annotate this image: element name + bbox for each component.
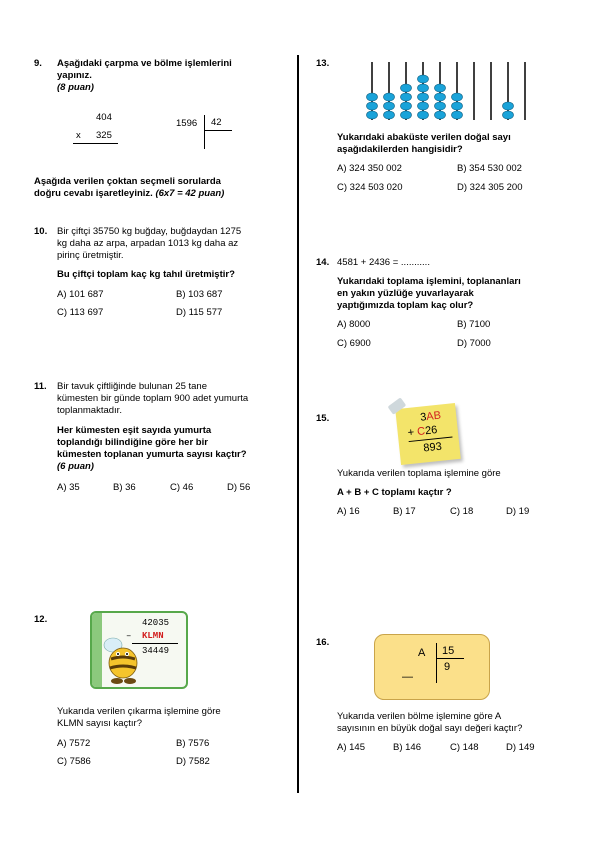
note-result: 893 [422,440,443,455]
abacus-bead [401,84,412,92]
question-text-line: kümesten bir günde toplam 900 adet yumurta [57,393,249,404]
option-a[interactable]: A) 35 [57,482,80,493]
abacus-bead [384,102,395,110]
option-b[interactable]: B) 36 [113,482,136,493]
option-b[interactable]: B) 17 [393,506,416,517]
abacus-bead [384,93,395,101]
abacus-bead [418,102,429,110]
question-prompt-line: aşağıdakilerden hangisidir? [337,144,463,155]
option-d[interactable]: D) 324 305 200 [457,182,523,193]
question-text-line: Bir çiftçi 35750 kg buğday, buğdaydan 1275 [57,226,242,237]
division-horizontal-line [436,658,464,659]
question-text-line: Yukarıda verilen bölme işlemine göre A [337,711,502,722]
option-c[interactable]: C) 18 [450,506,474,517]
addition-expression: 4581 + 2436 = ........... [337,257,430,268]
abacus-bead [384,111,395,119]
option-c[interactable]: C) 148 [450,742,479,753]
abacus-bead [367,111,378,119]
note-line-2 [407,424,438,439]
abacus-bead [401,111,412,119]
instruction-text: doğru cevabı işaretleyiniz. [34,188,153,199]
abacus-bead [418,75,429,83]
abacus-bead [435,93,446,101]
abacus-illustration [362,62,534,124]
question-text-line: Aşağıdaki çarpma ve bölme işlemlerini [57,58,232,69]
question-prompt-line: toplandığı bilindiğine göre her bir [57,437,208,448]
option-a[interactable]: A) 145 [337,742,365,753]
question-prompt-line: yaptığımızda toplam kaç olur? [337,300,474,311]
division-horizontal-line [204,130,232,131]
division-dividend: 1596 [176,118,198,129]
column-divider [297,55,299,793]
note-digit: 3 [419,411,427,424]
abacus-bead [401,93,412,101]
illustration-top-number: 42035 [142,618,170,628]
option-c[interactable]: C) 7586 [57,756,91,767]
option-a[interactable]: A) 101 687 [57,289,104,300]
option-c[interactable]: C) 6900 [337,338,371,349]
question-text-line: sayısının en büyük doğal sayı değeri kaçtır? [337,723,523,734]
abacus-bead [435,111,446,119]
abacus-bead [452,93,463,101]
option-b[interactable]: B) 103 687 [176,289,223,300]
division-divisor: 42 [211,117,222,128]
question-prompt-line: Yukarıdaki toplama işlemini, toplananları [337,276,521,287]
option-a[interactable]: A) 7572 [57,738,91,749]
division-dividend: A [418,647,426,659]
subtraction-illustration [90,611,188,689]
question-prompt-line: kümesten toplanan yumurta sayısı kaçtır? [57,449,247,460]
question-text-line: Yukarıda verilen toplama işlemine göre [337,468,501,479]
option-c[interactable]: C) 113 697 [57,307,104,318]
abacus-bead [503,102,514,110]
illustration-minus-sign: – [126,631,132,641]
abacus-bead [401,102,412,110]
abacus-bead [435,102,446,110]
multiplication-bottom: 325 [96,130,112,141]
question-text-line: Yukarıda verilen çıkarma işlemine göre [57,706,221,717]
question-text-line: yapınız. [57,70,92,81]
pin-icon [388,397,407,414]
option-a[interactable]: A) 324 350 002 [337,163,402,174]
abacus-bead [418,93,429,101]
division-box [374,634,490,700]
option-b[interactable]: B) 354 530 002 [457,163,522,174]
question-text-line: pirinç üretmiştir. [57,250,124,261]
question-text-line: Bir tavuk çiftliğinde bulunan 25 tane [57,381,207,392]
instruction-points: (6x7 = 42 puan) [155,188,225,199]
option-d[interactable]: D) 115 577 [176,307,223,318]
abacus-bead [503,111,514,119]
option-c[interactable]: C) 46 [170,482,194,493]
abacus-bead [452,102,463,110]
question-number: 12. [34,614,48,625]
note-letters: AB [425,409,442,424]
question-points: (8 puan) [57,82,94,93]
option-d[interactable]: D) 7000 [457,338,491,349]
note-letter: C [416,425,426,439]
abacus-bead [418,84,429,92]
option-d[interactable]: D) 19 [506,506,530,517]
result-line [73,143,118,144]
abacus-bead [418,111,429,119]
multiplication-top: 404 [96,112,112,123]
question-number: 13. [316,58,330,69]
option-d[interactable]: D) 7582 [176,756,210,767]
question-prompt-line: Her kümesten eşit sayıda yumurta [57,425,212,436]
option-d[interactable]: D) 56 [227,482,251,493]
division-divisor: 15 [442,645,455,657]
sticky-note [395,403,461,465]
abacus-bead [367,93,378,101]
question-prompt-line: Yukarıdaki abaküste verilen doğal sayı [337,132,511,143]
option-b[interactable]: B) 7576 [176,738,210,749]
question-points: (6 puan) [57,461,94,472]
bee-icon [100,637,146,685]
question-text-line: kg daha az arpa, arpadan 1013 kg daha az [57,238,239,249]
option-d[interactable]: D) 149 [506,742,535,753]
multiplication-operator: x [76,130,81,141]
question-number: 9. [34,58,42,69]
illustration-bottom-number: 34449 [142,646,170,656]
question-number: 11. [34,381,47,392]
question-prompt-line: en yakın yüzlüğe yuvarlayarak [337,288,474,299]
question-prompt: Bu çiftçi toplam kaç kg tahıl üretmiştir? [57,269,235,280]
note-line-1 [420,410,442,424]
question-number: 10. [34,226,48,237]
question-number: 15. [316,413,330,424]
division-vertical-line [436,643,437,683]
division-quotient: 9 [444,661,451,673]
option-a[interactable]: A) 8000 [337,319,371,330]
question-number: 16. [316,637,330,648]
division-remainder: — [402,671,413,683]
question-prompt: A + B + C toplamı kaçtır ? [337,487,452,498]
question-text-line: toplanmaktadır. [57,405,122,416]
option-a[interactable]: A) 16 [337,506,360,517]
option-b[interactable]: B) 146 [393,742,421,753]
abacus-bead [452,111,463,119]
instruction-line: Aşağıda verilen çoktan seçmeli sorularda [34,176,221,187]
note-operator: + [407,426,415,440]
question-text-line: KLMN sayısı kaçtır? [57,718,142,729]
option-c[interactable]: C) 324 503 020 [337,182,403,193]
option-b[interactable]: B) 7100 [457,319,491,330]
note-digits: 26 [424,424,438,438]
division-vertical-line [204,115,205,149]
instruction-line [34,188,224,200]
illustration-klmn: KLMN [142,631,164,641]
abacus-bead [435,84,446,92]
question-number: 14. [316,257,330,268]
abacus-bead [367,102,378,110]
